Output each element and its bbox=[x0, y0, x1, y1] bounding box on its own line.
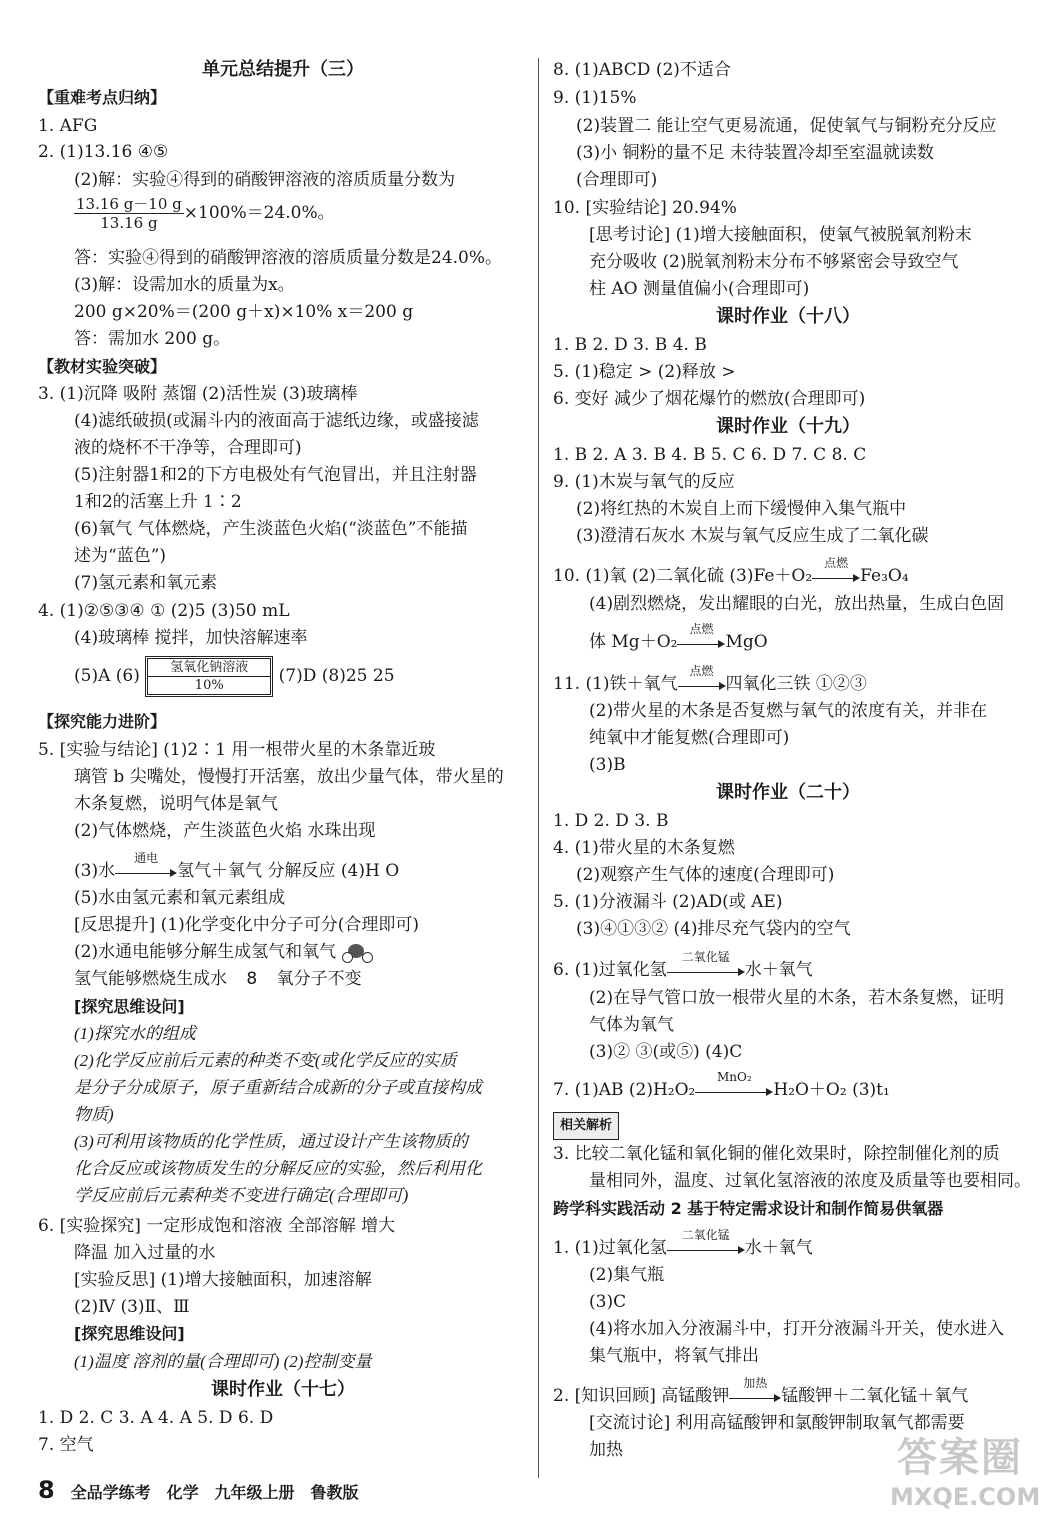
answer-line: [交流讨论] 利用高锰酸钾和氯酸钾制取氧气都需要 bbox=[589, 1413, 965, 1433]
answer-line: (2)Ⅳ (3)Ⅱ、Ⅲ bbox=[74, 1297, 190, 1317]
reaction-condition: 点燃 bbox=[689, 621, 714, 636]
reaction-arrow bbox=[115, 850, 177, 878]
answer-line: 气体为氧气 bbox=[589, 1015, 674, 1035]
page-number: 8 bbox=[38, 1476, 55, 1504]
answer-line: 3. 比较二氧化锰和氧化铜的催化效果时，除控制催化剂的质 bbox=[553, 1144, 1000, 1164]
answer-line: 2. (1)13.16 ④⑤ bbox=[38, 142, 169, 162]
section-heading: 【教材实验突破】 bbox=[38, 357, 167, 376]
answer-line: 10. [实验结论] 20.94% bbox=[553, 198, 737, 218]
products: 氢气＋氧气 分解反应 (4)H O bbox=[177, 861, 400, 881]
equation-line bbox=[553, 663, 867, 698]
answer-line: 是分子分成原子，原子重新结合成新的分子或直接构成 bbox=[74, 1078, 482, 1097]
reaction-arrow bbox=[729, 1375, 781, 1403]
reactants: 10. (1)氧 (2)二氧化硫 (3)Fe＋O₂ bbox=[553, 566, 813, 586]
answer-line: 化合反应或该物质发生的分解反应的实验，然后利用化 bbox=[74, 1159, 482, 1178]
section-title: 单元总结提升（三） bbox=[202, 59, 364, 80]
answer-line: 1. D 2. C 3. A 4. A 5. D 6. D bbox=[38, 1408, 274, 1428]
subject: 化学 bbox=[166, 1483, 199, 1502]
answer-line: (2)气体燃烧，产生淡蓝色火焰 水珠出现 bbox=[74, 821, 376, 841]
equation-line bbox=[553, 1375, 969, 1410]
fraction-tail: ×100%＝24.0%。 bbox=[183, 203, 335, 223]
equation-line bbox=[553, 1227, 813, 1262]
answer-line: 1. AFG bbox=[38, 116, 98, 136]
answer-line: (2)集气瓶 bbox=[589, 1265, 665, 1285]
reaction-condition: 点燃 bbox=[689, 663, 714, 678]
answer-line: (4)将水加入分液漏斗中，打开分液漏斗开关，使水进入 bbox=[589, 1319, 1005, 1339]
answer-line: 木条复燃，说明气体是氧气 bbox=[74, 794, 278, 814]
answer-line: (2)带火星的木条是否复燃与氧气的浓度有关，并非在 bbox=[589, 701, 988, 721]
answer-line: (3)④①③② (4)排尽充气袋内的空气 bbox=[576, 919, 851, 939]
section-title: 课时作业（十九） bbox=[716, 416, 860, 437]
reaction-arrow bbox=[678, 663, 726, 691]
section-title: 课时作业（二十） bbox=[716, 782, 860, 803]
reaction-arrow bbox=[695, 1069, 773, 1097]
answer-line: (2)装置二 能让空气更易流通，促使氧气与铜粉充分反应 bbox=[576, 116, 997, 136]
answer-line: (3)小 铜粉的量不足 未待装置冷却至室温就读数 bbox=[576, 143, 934, 163]
answer-line: 量相同外，温度、过氧化氢溶液的浓度及质量等也要相同。 bbox=[589, 1171, 1031, 1191]
reagent-label-concentration: 10% bbox=[194, 678, 224, 693]
reactant: 7. (1)AB (2)H₂O₂ bbox=[553, 1080, 696, 1100]
equation-line bbox=[553, 949, 813, 984]
products: 四氧化三铁 ①②③ bbox=[725, 674, 867, 694]
reaction-condition: 通电 bbox=[134, 850, 159, 865]
subsection-heading: [探究思维设问] bbox=[74, 1324, 185, 1343]
reactant: (3)水 bbox=[74, 861, 116, 881]
answer-line bbox=[74, 967, 362, 993]
answer-line: (3)澄清石灰水 木炭与氧气反应生成了二氧化碳 bbox=[576, 526, 929, 546]
answer-line: 降温 加入过量的水 bbox=[74, 1243, 216, 1263]
answer-line: [实验反思] (1)增大接触面积，加速溶解 bbox=[74, 1270, 372, 1290]
answer-line bbox=[74, 654, 395, 698]
answer-line: 9. (1)木炭与氧气的反应 bbox=[553, 472, 735, 492]
analysis-tag: 相关解析 bbox=[553, 1112, 619, 1140]
answer-line: 4. (1)带火星的木条复燃 bbox=[553, 838, 735, 858]
answer-line: 加热 bbox=[589, 1440, 623, 1460]
answer-line: (3)② ③(或⑤) (4)C bbox=[589, 1042, 743, 1062]
fraction-denominator: 13.16 g bbox=[100, 214, 158, 232]
answer-line: 述为“蓝色”) bbox=[74, 546, 167, 566]
reaction-arrow bbox=[667, 949, 745, 977]
reaction-arrow bbox=[812, 555, 860, 583]
answer-line: (1)探究水的组成 bbox=[74, 1024, 196, 1043]
answer-line: (3)C bbox=[589, 1292, 627, 1312]
section-title: 跨学科实践活动 2 基于特定需求设计和制作简易供氧器 bbox=[553, 1199, 944, 1218]
answer-line: 集气瓶中，将氧气排出 bbox=[589, 1346, 759, 1366]
answer-line: 柱 AO 测量值偏小(合理即可) bbox=[589, 279, 810, 299]
products: 锰酸钾＋二氧化锰＋氧气 bbox=[781, 1386, 969, 1406]
answer-line bbox=[74, 940, 372, 966]
equation-line bbox=[553, 1069, 890, 1104]
fraction-line bbox=[74, 193, 335, 233]
answer-line: (6)氧气 气体燃烧，产生淡蓝色火焰(“淡蓝色”不能描 bbox=[74, 519, 468, 539]
fraction-numerator: 13.16 g－10 g bbox=[76, 195, 182, 213]
page-footer bbox=[38, 1476, 368, 1504]
answer-line: 7. 空气 bbox=[38, 1435, 94, 1455]
answer-line: (2)化学反应前后元素的种类不变(或化学反应的实质 bbox=[74, 1051, 457, 1070]
answer-line: (5)注射器1和2的下方电极处有气泡冒出，并且注射器 bbox=[74, 465, 477, 485]
watermark-logo: 答案圈 bbox=[897, 1435, 1023, 1481]
answer-line: 200 g×20%＝(200 g＋x)×10% x＝200 g bbox=[74, 302, 414, 322]
answer-line: 1. D 2. D 3. B bbox=[553, 811, 669, 831]
answer-line: 答：需加水 200 g。 bbox=[74, 329, 231, 349]
reaction-arrow bbox=[677, 621, 725, 649]
series-name: 全品学练考 bbox=[70, 1483, 151, 1502]
answer-line: (2)将红热的木炭自上而下缓慢伸入集气瓶中 bbox=[576, 499, 907, 519]
watermark bbox=[890, 1432, 1041, 1522]
reagent-label-name: 氢氧化钠溶液 bbox=[148, 659, 270, 677]
answer-line: (3)可利用该物质的化学性质，通过设计产生该物质的 bbox=[74, 1132, 468, 1151]
answer-line: 液的烧杯不干净等，合理即可) bbox=[74, 438, 302, 458]
reaction-arrow bbox=[667, 1227, 745, 1255]
answer-line: (3)B bbox=[589, 755, 626, 775]
equation-line bbox=[74, 850, 400, 885]
water-molecule-icon bbox=[342, 941, 372, 965]
reaction-condition: MnO₂ bbox=[717, 1069, 752, 1084]
answer-line: 1. B 2. D 3. B 4. B bbox=[553, 335, 707, 355]
answer-line: (5)水由氢元素和氧元素组成 bbox=[74, 888, 286, 908]
reaction-condition: 加热 bbox=[743, 1375, 768, 1390]
answer-part: 氢气能够燃烧生成水 bbox=[74, 969, 227, 989]
answer-line: 答：实验④得到的硝酸钾溶液的溶质质量分数是24.0%。 bbox=[74, 248, 503, 268]
answer-line: 纯氧中才能复燃(合理即可) bbox=[589, 728, 790, 748]
section-heading: 【重难考点归纳】 bbox=[38, 88, 167, 107]
answer-line: (1)温度 溶剂的量(合理即可) (2)控制变量 bbox=[74, 1352, 372, 1371]
grade: 九年级上册 bbox=[214, 1483, 295, 1502]
answer-part: (2)水通电能够分解生成氢气和氧气 bbox=[74, 942, 337, 962]
subsection-heading: [探究思维设问] bbox=[74, 997, 185, 1016]
equation-line bbox=[553, 555, 909, 590]
edition: 鲁教版 bbox=[310, 1483, 359, 1502]
answer-line: (4)玻璃棒 搅拌，加快溶解速率 bbox=[74, 628, 308, 648]
answer-line: (2)观察产生气体的速度(合理即可) bbox=[576, 865, 835, 885]
products: H₂O＋O₂ (3)t₁ bbox=[773, 1080, 890, 1100]
answer-line: 9. (1)15% bbox=[553, 88, 637, 108]
products: 水＋氧气 bbox=[744, 1238, 813, 1258]
products: Fe₃O₄ bbox=[860, 566, 909, 586]
reactant: 2. [知识回顾] 高锰酸钾 bbox=[553, 1386, 730, 1406]
answer-line: 璃管 b 尖嘴处，慢慢打开活塞，放出少量气体，带火星的 bbox=[74, 767, 504, 787]
answer-line: (7)氢元素和氧元素 bbox=[74, 573, 218, 593]
reactants: 体 Mg＋O₂ bbox=[589, 632, 678, 652]
answer-line: [思考讨论] (1)增大接触面积，使氧气被脱氧剂粉末 bbox=[589, 225, 972, 245]
answer-line: (4)滤纸破损(或漏斗内的液面高于滤纸边缘，或盛接滤 bbox=[74, 411, 479, 431]
answer-line: (2)解：实验④得到的硝酸钾溶液的溶质质量分数为 bbox=[74, 170, 456, 190]
answer-line: 1. B 2. A 3. B 4. B 5. C 6. D 7. C 8. C bbox=[553, 445, 867, 465]
answer-line: (4)剧烈燃烧，发出耀眼的白光，放出热量，生成白色固 bbox=[589, 594, 1005, 614]
watermark-url: MXQE.COM bbox=[890, 1483, 1041, 1511]
answer-line: 5. (1)分液漏斗 (2)AD(或 AE) bbox=[553, 892, 783, 912]
reaction-condition: 点燃 bbox=[824, 555, 849, 570]
answer-line: (2)在导气管口放一根带火星的木条，若木条复燃，证明 bbox=[589, 988, 1005, 1008]
answer-line: (合理即可) bbox=[576, 170, 658, 190]
section-title: 课时作业（十七） bbox=[211, 1379, 355, 1400]
answer-line: 6. [实验探究] 一定形成饱和溶液 全部溶解 增大 bbox=[38, 1216, 396, 1236]
answer-line: 8. (1)ABCD (2)不适合 bbox=[553, 60, 731, 80]
section-title: 课时作业（十八） bbox=[716, 306, 860, 327]
reagent-label bbox=[145, 656, 273, 697]
reactant: 1. (1)过氧化氢 bbox=[553, 1238, 667, 1258]
fraction bbox=[74, 195, 184, 232]
answer-line: 1和2的活塞上升 1∶2 bbox=[74, 492, 242, 512]
answer-part: 氧分子不变 bbox=[276, 969, 362, 989]
answer-line: 充分吸收 (2)脱氧剂粉末分布不够紧密会导致空气 bbox=[589, 252, 959, 272]
answer-line: 6. 变好 减少了烟花爆竹的燃放(合理即可) bbox=[553, 389, 866, 409]
section-heading: 【探究能力进阶】 bbox=[38, 712, 167, 731]
answer-line: 物质) bbox=[74, 1105, 114, 1124]
reaction-condition: 二氧化锰 bbox=[681, 1227, 730, 1242]
reactant: 6. (1)过氧化氢 bbox=[553, 960, 667, 980]
reactants: 11. (1)铁＋氧气 bbox=[553, 674, 678, 694]
products: MgO bbox=[725, 632, 768, 652]
answer-line: [反思提升] (1)化学变化中分子可分(合理即可) bbox=[74, 915, 420, 935]
answer-part: (5)A (6) bbox=[74, 666, 140, 686]
products: 水＋氧气 bbox=[744, 960, 813, 980]
answer-line: 5. [实验与结论] (1)2∶1 用一根带火星的木条靠近玻 bbox=[38, 740, 436, 760]
reaction-condition: 二氧化锰 bbox=[681, 949, 730, 964]
answer-line: 4. (1)②⑤③④ ① (2)5 (3)50 mL bbox=[38, 601, 290, 621]
answer-part: (7)D (8)25 25 bbox=[278, 666, 395, 686]
answer-line: 5. (1)稳定 > (2)释放 > bbox=[553, 362, 736, 382]
answer-line: (3)解：设需加水的质量为x。 bbox=[74, 275, 295, 295]
answer-number: 8 bbox=[246, 969, 258, 989]
equation-line bbox=[589, 621, 768, 656]
answer-line: 学反应前后元素种类不变进行确定(合理即可) bbox=[74, 1186, 409, 1205]
analysis-tag-line bbox=[553, 1112, 619, 1138]
column-divider bbox=[538, 58, 539, 1478]
answer-line: 3. (1)沉降 吸附 蒸馏 (2)活性炭 (3)玻璃棒 bbox=[38, 384, 358, 404]
